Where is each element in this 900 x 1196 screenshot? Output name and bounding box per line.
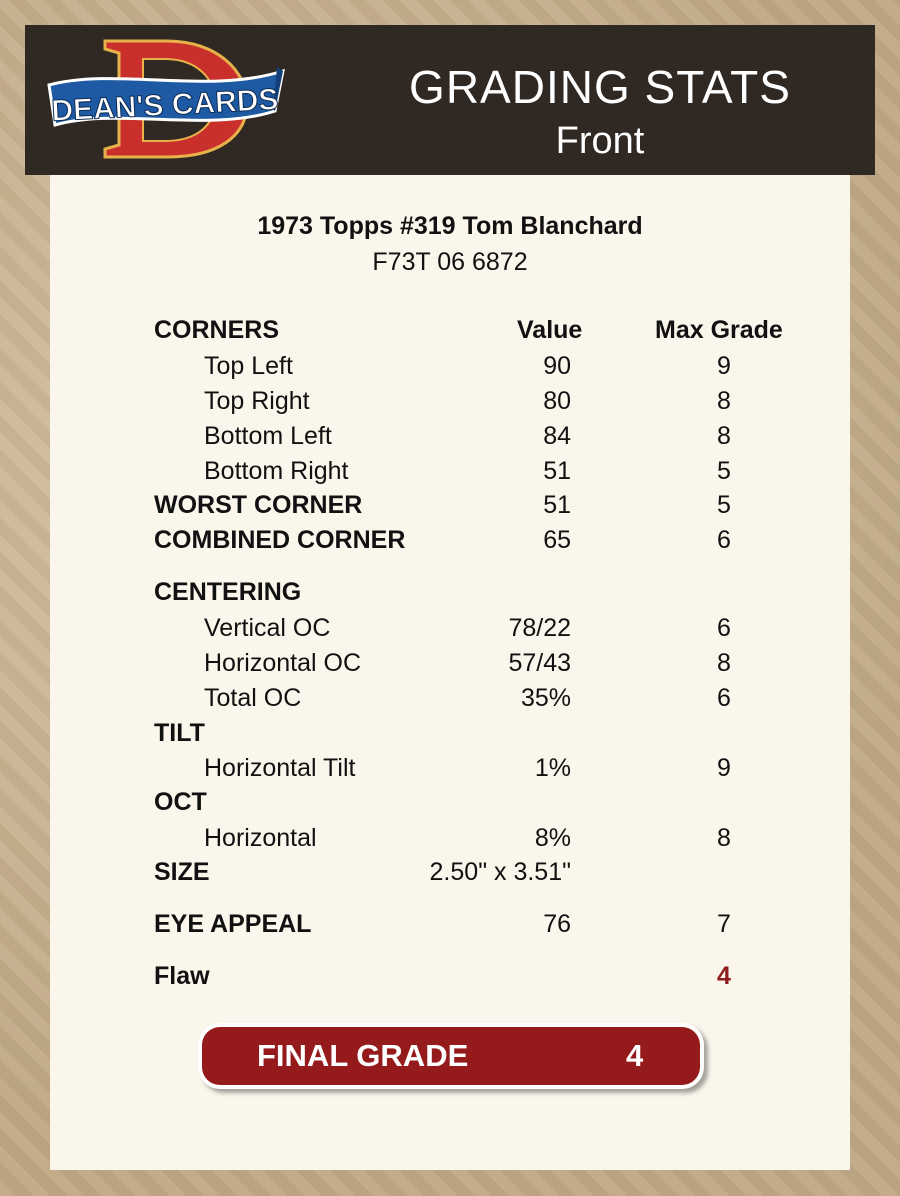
stats-row-value: 8%	[534, 824, 571, 852]
stats-row-value: 90	[543, 352, 571, 380]
stats-section-header	[50, 576, 850, 608]
page-subtitle: Front	[555, 120, 645, 162]
stats-row	[50, 420, 850, 452]
stats-row-value: 65	[543, 526, 571, 554]
stats-row-label: EYE APPEAL	[154, 910, 312, 938]
stats-row-max-grade: 9	[717, 754, 731, 782]
stats-row-max-grade: 7	[717, 910, 731, 938]
stats-panel	[50, 175, 850, 1170]
final-grade-label: FINAL GRADE	[257, 1038, 469, 1073]
stats-row	[50, 612, 850, 644]
stats-row-max-grade: 6	[717, 614, 731, 642]
stats-row	[50, 489, 850, 521]
stats-row-label: TILT	[154, 719, 205, 747]
stats-row-label: CORNERS	[154, 316, 280, 344]
deans-cards-logo	[47, 37, 287, 162]
header-banner	[25, 25, 875, 175]
stats-row-value: 1%	[534, 754, 571, 782]
stats-row	[50, 822, 850, 854]
stats-row-label: CENTERING	[154, 578, 302, 606]
stats-row-label: Vertical OC	[204, 614, 331, 642]
stats-row	[50, 455, 850, 487]
stats-row-max-grade: 8	[717, 649, 731, 677]
cert-number: F73T 06 6872	[372, 248, 528, 276]
card-name: 1973 Topps #319 Tom Blanchard	[257, 212, 643, 240]
stats-row-max-grade: 8	[717, 824, 731, 852]
final-grade-value: 4	[626, 1038, 644, 1073]
stats-row-value: 84	[543, 422, 571, 450]
stats-section-header	[50, 717, 850, 749]
stats-row-max-grade: 9	[717, 352, 731, 380]
stats-row-value: 51	[543, 457, 571, 485]
stats-row-label: COMBINED CORNER	[154, 526, 406, 554]
stats-row-label: Top Left	[204, 352, 293, 380]
stats-row-label: Total OC	[204, 684, 302, 712]
stats-row	[50, 524, 850, 556]
stats-row-label: WORST CORNER	[154, 491, 363, 519]
stats-row-value: 57/43	[508, 649, 571, 677]
stats-row-value: 35%	[520, 684, 571, 712]
stats-row-label: Top Right	[204, 387, 310, 415]
stats-row-max-grade: 6	[717, 526, 731, 554]
stats-row-max-grade: 4	[717, 962, 731, 990]
stats-row-size	[50, 856, 850, 888]
stats-row-value: 51	[543, 491, 571, 519]
stats-section-header	[50, 786, 850, 818]
stats-row-value: 76	[543, 910, 571, 938]
stats-row	[50, 647, 850, 679]
stats-row-label: Bottom Left	[204, 422, 332, 450]
stats-row-label: Horizontal OC	[204, 649, 361, 677]
stats-row-max-grade: 5	[717, 457, 731, 485]
svg-text:DEAN'S CARDS: DEAN'S CARDS	[50, 83, 280, 128]
stats-row-flaw	[50, 960, 850, 992]
stats-row-label: OCT	[154, 788, 207, 816]
page-title: GRADING STATS	[409, 61, 791, 113]
stats-row-corners-header	[50, 314, 850, 346]
final-grade-badge	[198, 1023, 704, 1089]
stats-row-label: Flaw	[154, 962, 210, 990]
stats-row-eye-appeal	[50, 908, 850, 940]
final-grade-bar	[202, 1027, 700, 1085]
stats-row	[50, 385, 850, 417]
stats-row-label: Bottom Right	[204, 457, 349, 485]
stats-row-max-grade: 5	[717, 491, 731, 519]
stats-row-max-grade: 6	[717, 684, 731, 712]
stats-row-label: Horizontal Tilt	[204, 754, 356, 782]
stats-row	[50, 752, 850, 784]
stats-row	[50, 350, 850, 382]
stats-row-label: Horizontal	[204, 824, 317, 852]
column-header-max-grade: Max Grade	[655, 316, 783, 344]
stats-row-value: 2.50" x 3.51"	[429, 858, 571, 886]
stats-row	[50, 682, 850, 714]
stats-row-max-grade: 8	[717, 422, 731, 450]
stats-row-value: 80	[543, 387, 571, 415]
stats-row-max-grade: 8	[717, 387, 731, 415]
column-header-value: Value	[517, 316, 583, 344]
stats-row-value: 78/22	[508, 614, 571, 642]
stats-row-label: SIZE	[154, 858, 210, 886]
